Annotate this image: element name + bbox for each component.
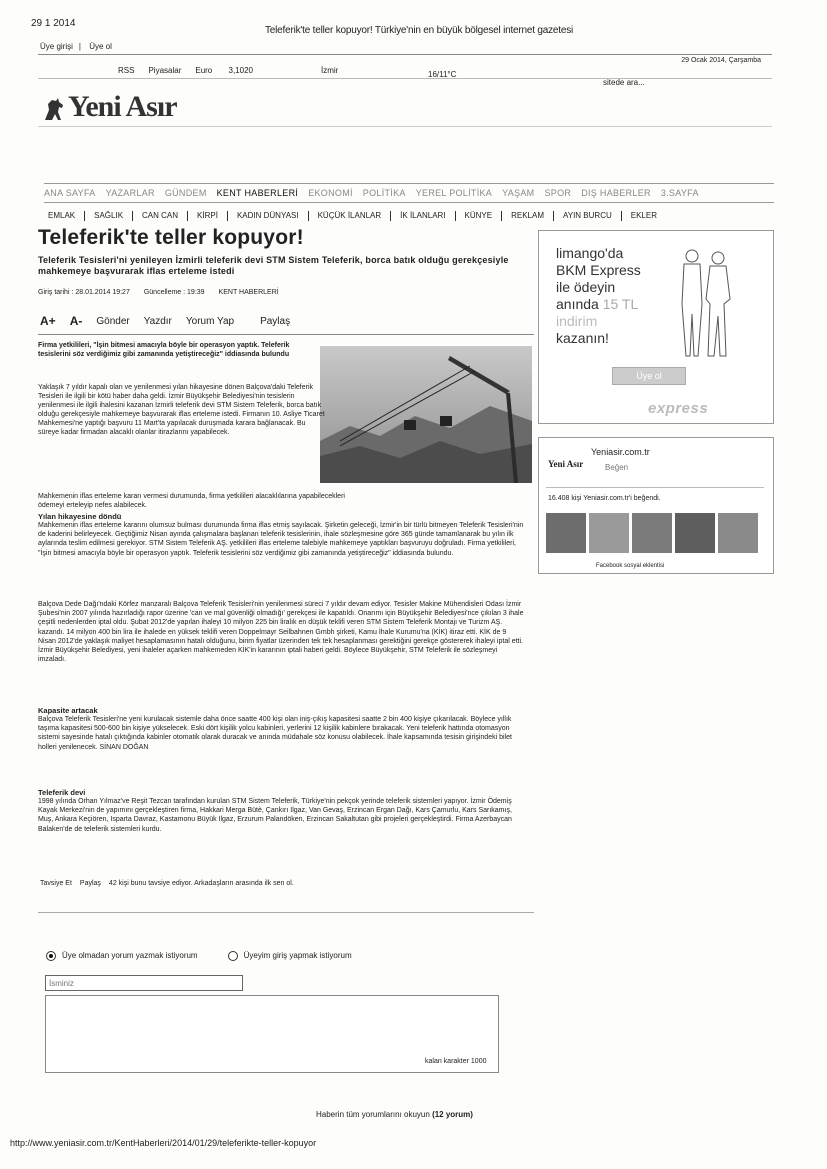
nav-item-world[interactable]: DIŞ HABERLER [581, 188, 651, 198]
nav-item-home[interactable]: ANA SAYFA [44, 188, 96, 198]
nav-item-third-page[interactable]: 3.SAYFA [660, 188, 699, 198]
ad-models-icon [672, 244, 738, 360]
user-links: Üye girişi | Üye ol [40, 42, 112, 51]
sub-nav-ads[interactable]: REKLAM [502, 211, 554, 221]
guest-comment-radio[interactable] [46, 951, 56, 961]
article-paragraph: Mahkemenin iflas erteleme kararı vermesi durumunda, firma yetkilileri alacaklılarına yapabilecekleri ödemeyi erteleyip nefes alabilecek. [38, 493, 345, 509]
all-comments-label: Haberin tüm yorumlarını okuyun [316, 1110, 430, 1119]
send-button[interactable]: Gönder [96, 315, 130, 327]
print-page-title: Teleferik'te teller kopuyor! Türkiye'nin en büyük bölgesel internet gazetesi [265, 25, 574, 36]
section-heading: Teleferik devi [38, 788, 86, 797]
horse-logo-icon [42, 96, 68, 122]
section-heading: Yılan hikayesine döndü [38, 512, 122, 521]
logo-text: Yeni Asır [68, 90, 177, 123]
share-link[interactable]: Paylaş [79, 880, 101, 887]
all-comments-link[interactable] [316, 1110, 473, 1119]
print-url: http://www.yeniasir.com.tr/KentHaberleri/2014/01/29/teleferikte-teller-kopuyor [10, 1138, 317, 1148]
article-photo [320, 346, 532, 483]
info-bar [118, 66, 352, 75]
recommend-count-text: 42 kişi bunu tavsiye ediyor. Arkadaşların arasında ilk sen ol. [108, 880, 294, 887]
divider [38, 126, 772, 127]
nav-item-city-news[interactable]: KENT HABERLERİ [216, 188, 299, 198]
login-link[interactable]: Üye girişi [40, 42, 73, 51]
divider [38, 912, 534, 913]
sub-nav-horoscope[interactable]: AYIN BURCU [554, 211, 622, 221]
comment-count: (12 yorum) [432, 1110, 473, 1119]
topbar-date: 29 Ocak 2014, Çarşamba [681, 57, 761, 64]
comment-button[interactable]: Yorum Yap [185, 315, 235, 327]
sub-nav-health[interactable]: SAĞLIK [85, 211, 133, 221]
comment-options [46, 950, 352, 960]
sub-nav-jobs[interactable]: İK İLANLARI [391, 211, 455, 221]
article-paragraph: Balçova Teleferik Tesisleri'ne yeni kurulacak sistemle daha önce saatte 400 kişi olan iniş-çıkış kapasitesi saatte 2 bin 400 kişiye çıkarılacak. Böylece yıllık taşıma kapasitesi 500-600 bin kişiye yükselecek. Eski dört kişilik yolcu kabinleri, yerlerini 12 kişilik kabinlere bırakacak. Yeni teleferik hattında otomasyon sistemi sayesinde hatalı çıktığında kabinler otomatik olarak duracak ve anında müdahale söz konusu olabilecek. İhale kapsamında tesisin girişindeki bilet holleri yenilenecek. SİNAN DOĞAN [38, 716, 512, 751]
main-navigation [44, 183, 774, 203]
recommend-button[interactable]: Tavsiye Et [40, 880, 72, 887]
facebook-faces [546, 513, 758, 553]
weather-temperature: 16/11°C [428, 70, 457, 79]
ad-line: ile ödeyin [556, 279, 616, 295]
article-tools [40, 314, 304, 328]
currency-label [195, 66, 267, 75]
sub-nav-supplements[interactable]: EKLER [630, 211, 657, 220]
ad-line: limango'da [556, 245, 624, 261]
article-title: Teleferik'te teller kopuyor! [38, 226, 304, 249]
nav-item-economy[interactable]: EKONOMİ [308, 188, 353, 198]
section-heading: Kapasite artacak [38, 706, 98, 715]
site-logo[interactable] [42, 92, 177, 122]
facebook-like-box [538, 437, 774, 574]
sub-nav-kirpi[interactable]: KİRPİ [188, 211, 228, 221]
facebook-page-logo[interactable]: Yeni Asır [548, 459, 584, 469]
font-increase-button[interactable]: A+ [40, 314, 56, 328]
print-button[interactable]: Yazdır [143, 315, 172, 327]
ad-line [556, 296, 676, 313]
avatar[interactable] [546, 513, 586, 553]
nav-item-life[interactable]: YAŞAM [502, 188, 535, 198]
divider [38, 54, 772, 55]
ad-word: anında [556, 296, 599, 312]
ad-line: indirim [556, 313, 598, 329]
sub-navigation [44, 211, 774, 221]
facebook-like-button[interactable]: Beğen [605, 463, 629, 472]
ad-text [556, 245, 676, 347]
markets-link[interactable]: Piyasalar [148, 66, 182, 75]
nav-item-politics[interactable]: POLİTİKA [362, 188, 406, 198]
city-name: İzmir [320, 66, 339, 75]
sub-nav-masthead[interactable]: KÜNYE [456, 211, 503, 221]
ad-line: BKM Express [556, 262, 641, 278]
avatar[interactable] [675, 513, 715, 553]
nav-item-sports[interactable]: SPOR [544, 188, 572, 198]
divider [546, 487, 764, 488]
name-input[interactable] [45, 975, 243, 991]
share-row [40, 880, 302, 887]
character-counter: kalan karakter 1000 [425, 1058, 487, 1065]
article-paragraph: Balçova Dede Dağı'ndaki Körfez manzaralı Balçova Teleferik Tesisleri'nin yenilenmesi süreci 7 yıldır devam ediyor. Tesisler Makine Mühendisleri Odası İzmir Şubesi'nin 2007 yılında hazırladığı rapor üzerine 'can ve mal güvenliği olmadığı' gerekçesi ile kapatıldı. Onarımı için Büyükşehir Belediyesi'nce çıkılan 3 ihale çeşitli nedenlerden iptal oldu. Şubat 2012'de yapılan ihaleyi 10 milyon 225 bin liralık en düşük teklifi veren STM Sistem Teleferik Montajı ve Turizm AŞ. kazandı. 14 milyon 400 bin lira ile ihalede en yüksek teklifi veren Doppelmayr Seilbahnen Gmbh şirketi, Kamu İhale Kurumu'na (KİK) itiraz etti. KİK de 9 Nisan 2012'de yaklaşık maliyet hesaplamasının hatalı olduğunu, birim fiyatlar üzerinden tek tek hesaplanması gerektiğini gerekçe göstererek ihaleyi iptal etti. İzmir Büyükşehir Belediyesi, yeni ihaleler açarken mahkemeden KİK'in kararının iptali haberi geldi. Böylece Büyükşehir, STM Teleferik ile sözleşmeyi imzaladı. [38, 601, 524, 664]
currency-name: Euro [195, 66, 213, 75]
article-paragraph: 1998 yılında Orhan Yılmaz've Reşit Tezcan tarafından kurulan STM Sistem Teleferik, Türkiye'nin pekçok yerinde teleferik sistemleri yapıyor. İzmir Ödemiş Kayak Merkezi'nin de yapımını gerçekleştiren firma, Hakkari Merga Bütè, Çankırı Ilgaz, Van Gevaş, Erzincan Ergan Dağı, Kars Çamurlu, Kars Sarıkamış, Muş, Ankara Keçiören, Isparta Davraz, Kastamonu Büyük Ilgaz, Erzurum Palandöken, Erzincan Sakaltutan gibi projeleri gerçekleştirdi. Firma Azerbaycan Balaken'de de teleferik sistemleri kurdu. [38, 798, 512, 833]
article-paragraph: Yaklaşık 7 yıldır kapalı olan ve yenilenmesi yılan hikayesine dönen Balçova'daki Teleferik Tesisleri ile ilgili bir kötü haber daha geldi. İzmir Büyükşehir Belediyesi'nin tesislerin yenilenmesi ile ilgili ihalesini kazanan İzmirli teleferik devi STM Sistem Teleferik, borca batık olduğu gerekçesiyle mahkemeye başvurarak iflas erteleme istedi. Firmanın 10. Asliye Ticaret Mahkemesi'ne yaptığı başvuru 11 Mart'ta yapılacak duruşmada karara bağlanacak. Bu süreye kadar firmadan alacaklı olanlar itirazlarını yapabilecek. [38, 384, 325, 436]
sub-nav-real-estate[interactable]: EMLAK [44, 211, 85, 221]
facebook-like-count: 16.408 kişi Yeniasir.com.tr'i beğendi. [548, 495, 661, 502]
member-login-radio[interactable] [228, 951, 238, 961]
nav-item-agenda[interactable]: GÜNDEM [164, 188, 207, 198]
ad-discount: 15 TL [602, 296, 639, 312]
divider [38, 334, 534, 335]
currency-value: 3,1020 [228, 66, 253, 75]
facebook-box-title[interactable]: Yeniasir.com.tr [591, 447, 650, 457]
published-date: Giriş tarihi : 28.01.2014 19:27 [38, 289, 130, 296]
article-intro: Firma yetkilileri, "İşin bitmesi amacıyla böyle bir operasyon yaptık. Teleferik tesislerini söz verdiğimiz gibi zamanında yetiştireceğiz" iddiasında bulundu [38, 342, 290, 358]
category-link[interactable]: KENT HABERLERİ [218, 289, 279, 296]
article-paragraph: Mahkemenin iflas erteleme kararını olumsuz bulması durumunda firma iflas etmiş sayılacak. Şirketin geleceği, İzmir'in bir türlü bitmeyen Teleferik Tesisleri'nin de kaderini belirleyecek. Geçtiğimiz Nisan ayında çalışmalara başlanan teleferik tesislerinin, ihale sözleşmesine göre 365 günde tamamlanarak bu yılın ilk aylarında teslim edilmesi gerekiyor. STM Sistem Teleferik AŞ. yetkilileri iflas erteleme talebiyle mahkemeye yaptıkları başvuruyu doğruladı. Firma yetkilileri, "İşin bitmesi amacıyla böyle bir operasyon yaptık. Teleferik tesislerini söz verdiğimiz gibi zamanında yetiştireceğiz" iddiasında bulundu. [38, 522, 524, 557]
avatar[interactable] [632, 513, 672, 553]
facebook-plugin-label: Facebook sosyal eklentisi [596, 563, 665, 569]
search-input[interactable]: sitede ara... [603, 78, 645, 87]
avatar[interactable] [718, 513, 758, 553]
nav-item-authors[interactable]: YAZARLAR [105, 188, 155, 198]
sub-nav-can-can[interactable]: CAN CAN [133, 211, 188, 221]
rss-link[interactable]: RSS [118, 66, 135, 75]
divider [38, 78, 772, 79]
article-meta [38, 289, 293, 296]
share-button[interactable]: Paylaş [260, 315, 291, 327]
updated-date: Güncelleme : 19:39 [143, 289, 205, 296]
sub-nav-women[interactable]: KADIN DÜNYASI [228, 211, 309, 221]
guest-comment-label: Üye olmadan yorum yazmak istiyorum [62, 950, 198, 960]
print-date: 29 1 2014 [31, 18, 76, 29]
avatar[interactable] [589, 513, 629, 553]
article-lead: Teleferik Tesisleri'ni yenileyen İzmirli teleferik devi STM Sistem Teleferik, borca batık olduğu gerekçesiyle mahkemeye başvurarak iflas erteleme istedi [38, 255, 509, 276]
cable-car-photo-icon [320, 346, 532, 483]
ad-signup-button[interactable]: Üye ol [612, 367, 686, 385]
register-link[interactable]: Üye ol [89, 42, 112, 51]
nav-item-local-politics[interactable]: YEREL POLİTİKA [415, 188, 493, 198]
font-decrease-button[interactable]: A- [69, 314, 83, 328]
sub-nav-classifieds[interactable]: KÜÇÜK İLANLAR [309, 211, 392, 221]
ad-brand: express [648, 400, 709, 417]
ad-line: kazanın! [556, 330, 609, 346]
member-login-label: Üyeyim giriş yapmak istiyorum [243, 950, 352, 960]
